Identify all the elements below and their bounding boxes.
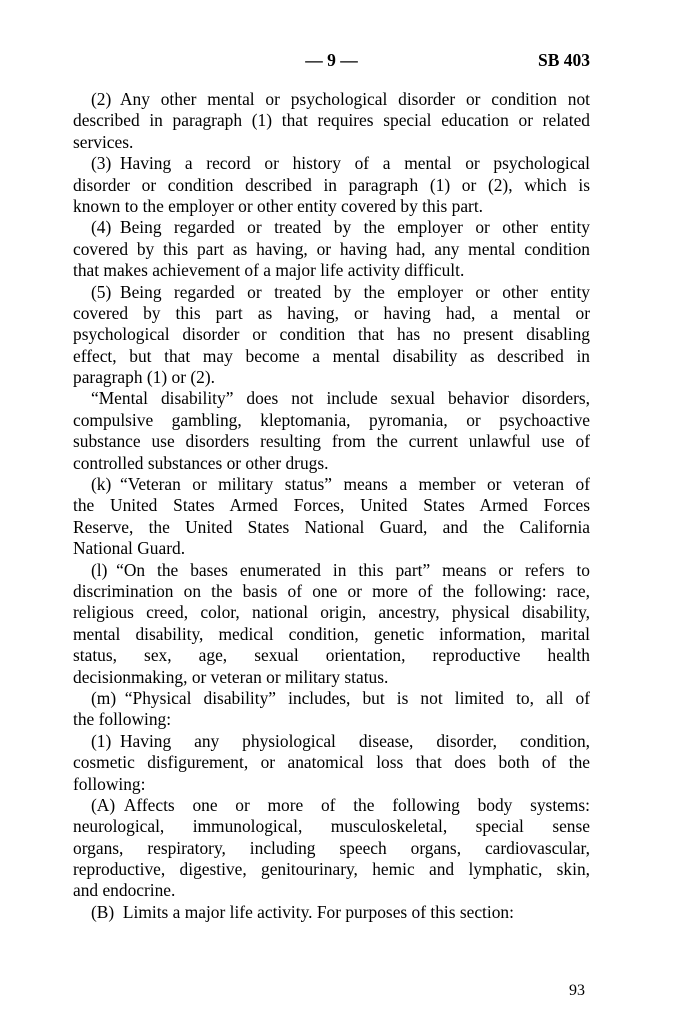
text-line: compulsive gambling, kleptomania, pyromania, or psychoactive [73,409,590,430]
page-header [73,52,590,72]
paragraph [73,388,590,474]
text-line: neurological, immunological, musculoskeletal, special sense [73,816,590,837]
text-line: (3) Having a record or history of a mental or psychological [91,153,590,174]
paragraph [73,688,590,731]
paragraph [73,902,590,923]
text-line: substance use disorders resulting from the current unlawful use of [73,431,590,452]
document-body [73,89,590,923]
text-line: (l) “On the bases enumerated in this part” means or refers to [91,559,590,580]
paragraph [73,795,590,902]
paragraph [73,560,590,688]
text-line: covered by this part as having, or having had, a mental or [73,302,590,323]
text-line: and endocrine. [73,880,176,901]
paragraph [73,474,590,560]
paragraph [73,217,590,281]
paragraph [73,731,590,795]
text-line: Reserve, the United States National Guard, and the California [73,516,590,537]
text-line: (5) Being regarded or treated by the employer or other entity [91,281,590,302]
text-line: (A) Affects one or more of the following body systems: [91,794,590,815]
text-line: services. [73,131,134,152]
paragraph [73,89,590,153]
paragraph [73,282,590,389]
text-line: the United States Armed Forces, United States Armed Forces [73,495,590,516]
text-line: following: [73,773,146,794]
page-number: — 9 — [305,50,358,70]
bill-number: SB 403 [537,50,590,70]
text-line: status, sex, age, sexual orientation, reproductive health [73,645,590,666]
text-line: (1) Having any physiological disease, disorder, condition, [91,730,590,751]
text-line: effect, but that may become a mental disability as described in [73,345,590,366]
text-line: (2) Any other mental or psychological disorder or condition not [91,89,590,109]
text-line: National Guard. [73,538,186,559]
text-line: discrimination on the basis of one or more of the following: race, [73,580,590,601]
text-line: that makes achievement of a major life activity difficult. [73,260,465,281]
text-line: (m) “Physical disability” includes, but is not limited to, all of [91,687,590,708]
text-line: mental disability, medical condition, genetic information, marital [73,623,590,644]
text-line: “Mental disability” does not include sexual behavior disorders, [91,388,590,409]
text-line: controlled substances or other drugs. [73,452,329,473]
text-line: the following: [73,709,172,730]
text-line: described in paragraph (1) that requires special education or related [73,110,590,131]
text-line: reproductive, digestive, genitourinary, hemic and lymphatic, skin, [73,859,590,880]
text-line: decisionmaking, or veteran or military status. [73,666,389,687]
text-line: religious creed, color, national origin, ancestry, physical disability, [73,602,590,623]
text-line: covered by this part as having, or having had, any mental condition [73,238,590,259]
text-line: organs, respiratory, including speech organs, cardiovascular, [73,837,590,858]
text-line: cosmetic disfigurement, or anatomical loss that does both of the [73,752,590,773]
text-line: disorder or condition described in paragraph (1) or (2), which is [73,174,590,195]
text-line: (k) “Veteran or military status” means a member or veteran of [91,474,590,495]
text-line: (4) Being regarded or treated by the employer or other entity [91,217,590,238]
text-line: known to the employer or other entity covered by this part. [73,195,484,216]
text-line: psychological disorder or condition that has no present disabling [73,324,590,345]
text-line: (B) Limits a major life activity. For purposes of this section: [91,901,514,922]
text-line: paragraph (1) or (2). [73,367,215,388]
print-version-number: 93 [569,982,585,999]
paragraph [73,153,590,217]
